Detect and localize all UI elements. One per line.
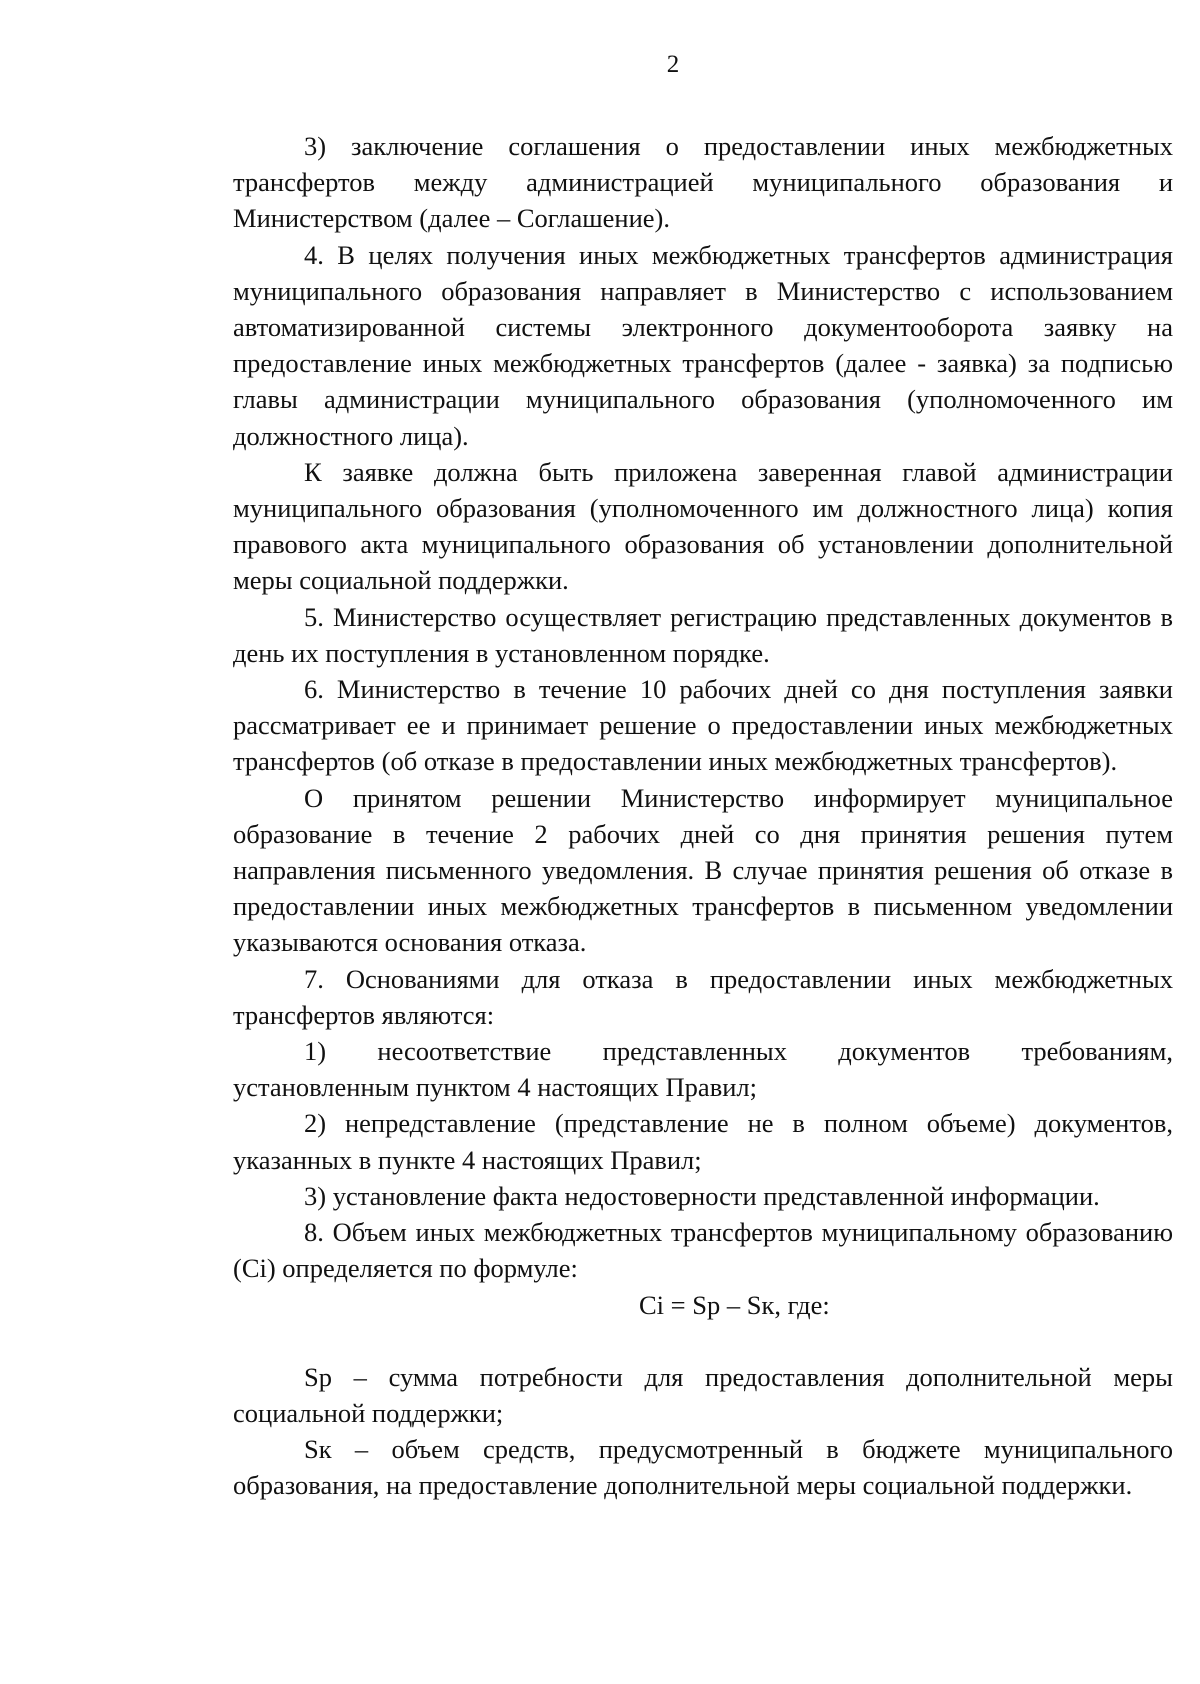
refusal-ground-3: 3) установление факта недостоверности представленной информации. (304, 1180, 1100, 1211)
definition-sk: Sк – объем средств, предусмотренный в бюджете муниципального образования, на предоставление дополнительной меры социальной поддержки. (233, 1434, 1173, 1501)
page-number: 2 (666, 51, 680, 78)
definition-sp: Sp – сумма потребности для предоставления дополнительной меры социальной поддержки; (233, 1361, 1173, 1428)
paragraph-3-agreement: 3) заключение соглашения о предоставлении иных межбюджетных трансфертов между администрацией муниципального образования и Министерством (далее – Соглашение). (233, 131, 1173, 234)
paragraph-decision-notice: О принятом решении Министерство информирует муниципальное образование в течение 2 рабочих дней со дня принятия решения путем направления письменного уведомления. В случае принятия решения об отказе в предоставлении иных межбюджетных трансфертов в письменном уведомлении указываются основания отказа. (233, 782, 1173, 958)
paragraph-6-review: 6. Министерство в течение 10 рабочих дней со дня поступления заявки рассматривает ее и принимает решение о предоставлении иных межбюджетных трансфертов (об отказе в предоставлении иных межбюджетных трансфертов). (233, 674, 1173, 777)
paragraph-7-refusal-grounds: 7. Основаниями для отказа в предоставлении иных межбюджетных трансфертов являются: (233, 963, 1173, 1030)
refusal-ground-1: 1) несоответствие представленных документов требованиям, установленным пунктом 4 настоящих Правил; (233, 1036, 1173, 1103)
paragraph-4-application: 4. В целях получения иных межбюджетных трансфертов администрация муниципального образования направляет в Министерство с использованием автоматизированной системы электронного документооборота заявку на предоставление иных межбюджетных трансфертов (далее - заявка) за подписью главы администрации муниципального образования (уполномоченного им должностного лица). (233, 239, 1173, 451)
formula: Ci = Sp – Sк, где: (639, 1289, 830, 1320)
paragraph-8-volume: 8. Объем иных межбюджетных трансфертов муниципальному образованию (Ci) определяется по формуле: (233, 1217, 1173, 1284)
paragraph-application-attachment: К заявке должна быть приложена заверенная главой администрации муниципального образования (уполномоченного им должностного лица) копия правового акта муниципального образования об установлении дополнительной меры социальной поддержки. (233, 456, 1173, 596)
document-body (233, 128, 1173, 1504)
refusal-ground-2: 2) непредставление (представление не в полном объеме) документов, указанных в пункте 4 настоящих Правил; (233, 1108, 1173, 1175)
paragraph-5-registration: 5. Министерство осуществляет регистрацию представленных документов в день их поступления в установленном порядке. (233, 601, 1173, 668)
